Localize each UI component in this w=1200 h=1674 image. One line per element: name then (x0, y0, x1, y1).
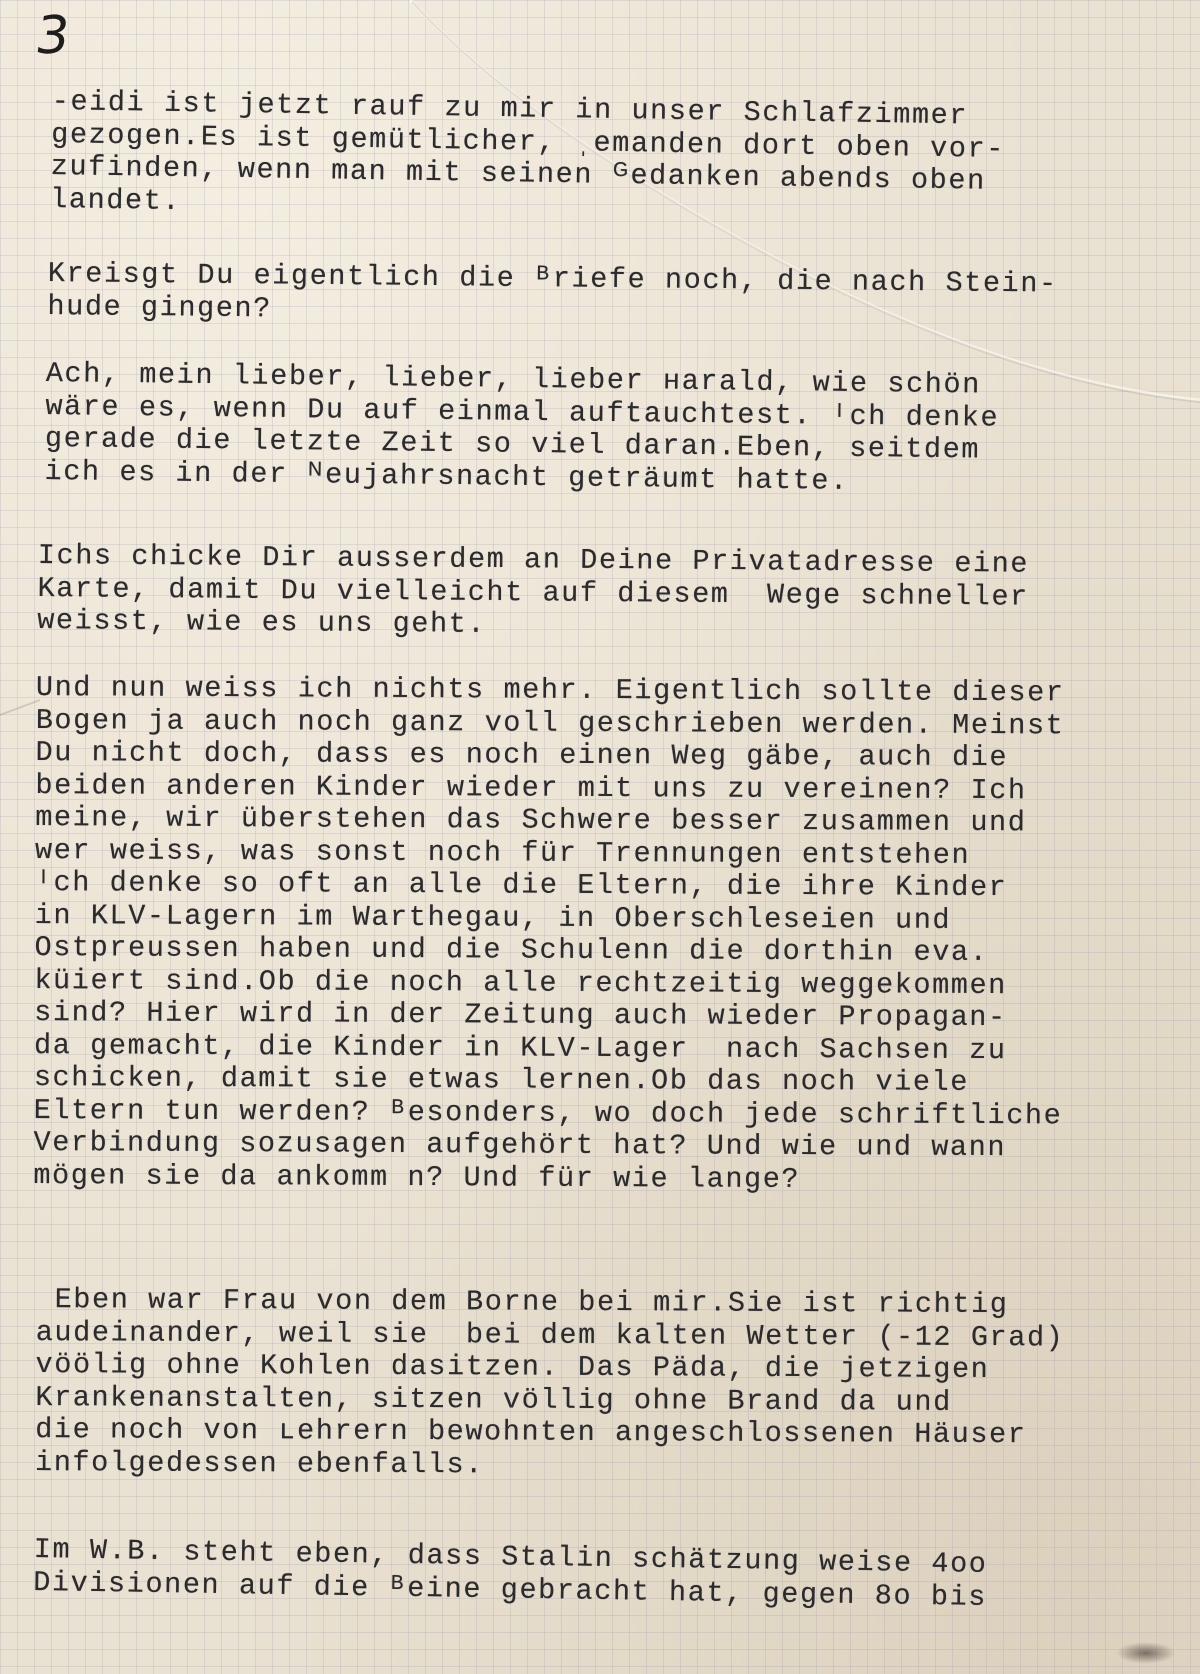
paragraph-briefe: Kreisgt Du eigentlich die ᴮriefe noch, die nach Stein- hude gingen? (47, 257, 1058, 325)
paragraph-stalin: Im W.B. steht eben, dass Stalin schätzung weise 4oo Divisionen auf die ᴮeine gebracht hat, gegen 8o bis (32, 1533, 988, 1614)
paragraph-kinder: Und nun weiss ich nichts mehr. Eigentlich sollte dieser Bogen ja auch noch ganz voll geschrieben werden. Meinst Du nicht doch, dass es noch einen Weg gäbe, auch die beiden anderen Kinder wieder mit uns zu vereinen? Ich meine, wir überstehen das Schwere besser zusammen und wer weiss, was sonst noch für Trennungen entstehen ᴵch denke so oft an alle die Eltern, die ihre Kinder in KLV-Lagern im Warthegau, in Oberschleseien und Ostpreussen haben und die Schulenn die dorthin eva. küiert sind.Ob die noch alle rechtzeitig weggekommen sind? Hier wird in der Zeitung auch wieder Propagan- da gemacht, die Kinder in KLV-Lager nach Sachsen zu schicken, damit sie etwas lernen.Ob das noch viele Eltern tun werden? ᴮesonders, wo doch jede schriftliche Verbindung sozusagen aufgehört hat? Und wie und wann mögen sie da ankomm n? Und für wie lange? (33, 671, 1065, 1196)
paragraph-harald: Ach, mein lieber, lieber, lieber ʜarald, wie schön wäre es, wenn Du auf einmal auftauchtest. ᴵch denke gerade die letzte Zeit so viel daran.Eben, seitdem ich es in der ᴺeujahrsnacht geträumt hatte. (44, 357, 1000, 498)
paragraph-heidi: ‐eidi ist jetzt rauf zu mir in unser Schlafzimmer gezogen.Es ist gemütlicher, ˌemanden dort oben vor- zufinden, wenn man mit seinen ᴳedanken abends oben landet. (49, 85, 1006, 218)
paragraph-frau-von-dem-borne: Eben war Frau von dem Borne bei mir.Sie ist richtig audeinander, weil sie bei dem kalten Wetter (-12 Grad) vöölig ohne Kohlen dasitzen. Das Päda, die jetzigen Krankenanstalten, sitzen völlig ohne Brand da und die noch von ʟehrern bewohnten angeschlossenen Häuser infolgedessen ebenfalls. (34, 1283, 1065, 1481)
page-number: 3 (31, 6, 74, 66)
paragraph-karte: Ichs chicke Dir ausserdem an Deine Privatadresse eine Karte, damit Du vielleicht auf diesem Wege schneller weisst, wie es uns geht. (37, 539, 1030, 641)
ink-smudge (1116, 1642, 1176, 1664)
